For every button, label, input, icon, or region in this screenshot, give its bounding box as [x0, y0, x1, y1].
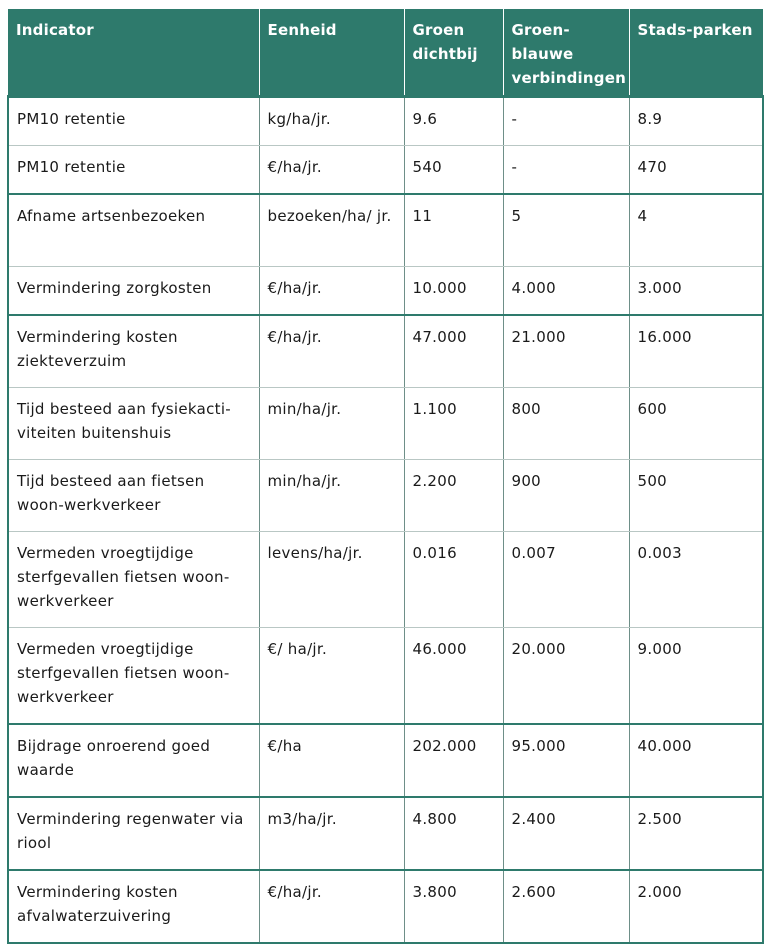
cell-stads-parken: 4 [629, 194, 763, 267]
cell-groen-blauwe: - [503, 97, 629, 146]
cell-groen-blauwe: 800 [503, 388, 629, 460]
cell-unit: €/ha/jr. [259, 870, 404, 943]
cell-groen-blauwe: 4.000 [503, 267, 629, 316]
table-row [8, 146, 763, 195]
table-row [8, 315, 763, 388]
cell-unit: €/ha/jr. [259, 315, 404, 388]
cell-stads-parken: 0.003 [629, 532, 763, 628]
cell-stads-parken: 9.000 [629, 628, 763, 725]
cell-indicator: Vermindering zorgkosten [8, 267, 259, 316]
cell-unit: €/ha [259, 724, 404, 797]
table-row [8, 97, 763, 146]
header-eenheid: Eenheid [259, 9, 404, 97]
cell-indicator: Tijd besteed aan fietsen woon-werkverkeer [8, 460, 259, 532]
table-row [8, 460, 763, 532]
table-row [8, 628, 763, 725]
cell-indicator: Vermindering kosten afvalwaterzuivering [8, 870, 259, 943]
indicator-table-container [7, 9, 762, 944]
cell-groen-dichtbij: 202.000 [404, 724, 503, 797]
cell-groen-blauwe: 0.007 [503, 532, 629, 628]
header-indicator: Indicator [8, 9, 259, 97]
header-groen-dichtbij: Groen dichtbij [404, 9, 503, 97]
cell-groen-dichtbij: 0.016 [404, 532, 503, 628]
header-stads-parken: Stads-parken [629, 9, 763, 97]
table-row [8, 388, 763, 460]
cell-groen-blauwe: 20.000 [503, 628, 629, 725]
cell-groen-dichtbij: 9.6 [404, 97, 503, 146]
cell-unit: €/ ha/jr. [259, 628, 404, 725]
header-row [8, 9, 763, 97]
cell-unit: €/ha/jr. [259, 267, 404, 316]
cell-groen-dichtbij: 2.200 [404, 460, 503, 532]
cell-unit: levens/ha/jr. [259, 532, 404, 628]
cell-groen-blauwe: 95.000 [503, 724, 629, 797]
cell-groen-dichtbij: 10.000 [404, 267, 503, 316]
cell-unit: €/ha/jr. [259, 146, 404, 195]
indicator-table [7, 9, 764, 944]
table-row [8, 267, 763, 316]
cell-unit: min/ha/jr. [259, 388, 404, 460]
cell-stads-parken: 16.000 [629, 315, 763, 388]
cell-stads-parken: 500 [629, 460, 763, 532]
header-groen-blauwe-verbindingen: Groen-blauwe verbindingen [503, 9, 629, 97]
cell-stads-parken: 8.9 [629, 97, 763, 146]
cell-unit: bezoeken/ha/ jr. [259, 194, 404, 267]
cell-groen-dichtbij: 3.800 [404, 870, 503, 943]
cell-stads-parken: 470 [629, 146, 763, 195]
cell-stads-parken: 600 [629, 388, 763, 460]
cell-unit: min/ha/jr. [259, 460, 404, 532]
table-row [8, 532, 763, 628]
cell-stads-parken: 2.500 [629, 797, 763, 870]
cell-stads-parken: 2.000 [629, 870, 763, 943]
cell-groen-dichtbij: 47.000 [404, 315, 503, 388]
cell-groen-blauwe: - [503, 146, 629, 195]
cell-groen-blauwe: 2.600 [503, 870, 629, 943]
cell-stads-parken: 40.000 [629, 724, 763, 797]
cell-groen-dichtbij: 4.800 [404, 797, 503, 870]
table-row [8, 797, 763, 870]
table-row [8, 870, 763, 943]
cell-indicator: Vermeden vroegtijdige sterfgevallen fietsen woon-werkverkeer [8, 628, 259, 725]
cell-groen-dichtbij: 540 [404, 146, 503, 195]
cell-indicator: Vermindering regenwater via riool [8, 797, 259, 870]
cell-unit: kg/ha/jr. [259, 97, 404, 146]
cell-groen-dichtbij: 1.100 [404, 388, 503, 460]
cell-groen-blauwe: 21.000 [503, 315, 629, 388]
table-row [8, 194, 763, 267]
cell-indicator: Afname artsenbezoeken [8, 194, 259, 267]
cell-groen-dichtbij: 11 [404, 194, 503, 267]
table-row [8, 724, 763, 797]
cell-indicator: Tijd besteed aan fysiekacti- viteiten buitenshuis [8, 388, 259, 460]
cell-indicator: Vermindering kosten ziekteverzuim [8, 315, 259, 388]
cell-indicator: Bijdrage onroerend goed waarde [8, 724, 259, 797]
cell-stads-parken: 3.000 [629, 267, 763, 316]
cell-groen-blauwe: 5 [503, 194, 629, 267]
cell-indicator: Vermeden vroegtijdige sterfgevallen fietsen woon-werkverkeer [8, 532, 259, 628]
cell-unit: m3/ha/jr. [259, 797, 404, 870]
cell-groen-dichtbij: 46.000 [404, 628, 503, 725]
cell-groen-blauwe: 2.400 [503, 797, 629, 870]
cell-indicator: PM10 retentie [8, 146, 259, 195]
cell-indicator: PM10 retentie [8, 97, 259, 146]
cell-groen-blauwe: 900 [503, 460, 629, 532]
